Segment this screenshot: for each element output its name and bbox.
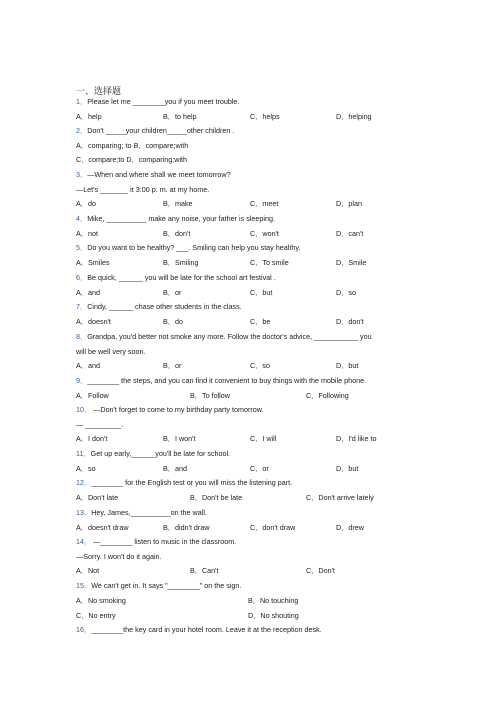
question-text: Cindy, ______ chase other students in the class.: [87, 302, 242, 311]
question-text: Don't _____your children_____other children .: [87, 126, 235, 135]
option-c[interactable]: C．Following: [306, 391, 349, 400]
option-d[interactable]: D．but: [336, 361, 359, 370]
option-b[interactable]: B．and: [163, 464, 187, 473]
option-c[interactable]: C．helps: [250, 112, 280, 121]
question-text: Hey, James,__________on the wall.: [91, 508, 207, 517]
option-c[interactable]: C．won't: [250, 229, 279, 238]
option-a[interactable]: A．I don't: [76, 434, 108, 443]
question-text: ________ for the English test or you will miss the listening part.: [91, 478, 293, 487]
option-b[interactable]: B．didn't draw: [163, 523, 210, 532]
option-a[interactable]: A．do: [76, 199, 96, 208]
question-number: 10．: [76, 405, 92, 414]
question-number: 6．: [76, 273, 88, 282]
option-c[interactable]: C．To smile: [250, 258, 289, 267]
option-c[interactable]: C．I will: [250, 434, 277, 443]
option-cd[interactable]: C．compare;to D．comparing;with: [76, 155, 188, 164]
option-a[interactable]: A．and: [76, 361, 100, 370]
question-8: [76, 332, 372, 342]
question-text: —When and where shall we meet tomorrow?: [87, 170, 231, 179]
question-15: [76, 581, 241, 591]
option-a[interactable]: A．doesn't draw: [76, 523, 129, 532]
option-c[interactable]: C．Don't: [306, 566, 335, 575]
option-d[interactable]: D．so: [336, 288, 356, 297]
option-a[interactable]: A．not: [76, 229, 98, 238]
question-number: 11．: [76, 449, 91, 458]
option-d[interactable]: D．can't: [336, 229, 364, 238]
question-number: 8．: [76, 332, 88, 341]
option-b[interactable]: B．don't: [163, 229, 191, 238]
question-11: [76, 449, 230, 459]
option-a[interactable]: A．Smiles: [76, 258, 110, 267]
option-b[interactable]: B．I won't: [163, 434, 196, 443]
question-number: 9．: [76, 376, 88, 385]
option-b[interactable]: B．Can't: [190, 566, 219, 575]
question-13: [76, 508, 207, 518]
question-10-line-2: — _________.: [76, 420, 124, 429]
option-a[interactable]: A．No smoking: [76, 596, 126, 605]
option-a[interactable]: A．so: [76, 464, 96, 473]
option-a[interactable]: A．Don't late: [76, 493, 119, 502]
question-number: 7．: [76, 302, 88, 311]
option-d[interactable]: D．plan: [336, 199, 362, 208]
question-text: We can't get in. It says "________" on the sign.: [91, 581, 242, 590]
question-number: 12．: [76, 478, 92, 487]
question-12: [76, 478, 292, 488]
option-ab[interactable]: A．comparing; to B．compare;with: [76, 141, 189, 150]
question-number: 16．: [76, 625, 92, 634]
question-6: [76, 273, 276, 283]
option-c[interactable]: C．be: [250, 317, 271, 326]
option-b[interactable]: B．make: [163, 199, 193, 208]
question-9: [76, 376, 366, 386]
question-number: 3．: [76, 170, 88, 179]
question-text: Be quick, ______ you will be late for the school art festival .: [87, 273, 276, 282]
option-b[interactable]: B．Smiling: [163, 258, 199, 267]
option-d[interactable]: D．don't: [336, 317, 364, 326]
question-text: Get up early,______you'll be late for school.: [90, 449, 231, 458]
question-text: Mike, __________ make any noise, your father is sleeping.: [87, 214, 275, 223]
option-b[interactable]: B．to help: [163, 112, 197, 121]
question-number: 1．: [76, 97, 88, 106]
option-d[interactable]: D．Smile: [336, 258, 367, 267]
option-d[interactable]: D．but: [336, 464, 359, 473]
option-b[interactable]: B．or: [163, 288, 182, 297]
question-3-line-2: —Let's _______ it 3:00 p. m. at my home.: [76, 185, 210, 194]
question-number: 5．: [76, 243, 88, 252]
question-8-line-2: will be well very soon.: [76, 347, 146, 356]
question-4: [76, 214, 275, 224]
option-c[interactable]: C．No entry: [76, 611, 116, 620]
option-c[interactable]: C．Don't arrive lately: [306, 493, 374, 502]
question-text: Grandpa, you'd better not smoke any more. Follow the doctor's advice, ___________ you: [87, 332, 372, 341]
question-3: [76, 170, 231, 180]
option-c[interactable]: C．or: [250, 464, 269, 473]
question-14: [76, 537, 236, 547]
question-10: [76, 405, 264, 415]
option-c[interactable]: C．meet: [250, 199, 279, 208]
question-text: —Don't forget to come to my birthday party tomorrow.: [91, 405, 264, 414]
option-a[interactable]: A．help: [76, 112, 102, 121]
option-b[interactable]: B．Don't be late: [190, 493, 243, 502]
question-number: 4．: [76, 214, 88, 223]
option-c[interactable]: C．but: [250, 288, 273, 297]
option-a[interactable]: A．Not: [76, 566, 100, 575]
option-d[interactable]: D．I'd like to: [336, 434, 377, 443]
question-text: Do you want to be healthy? ___. Smiling can help you stay healthy.: [87, 243, 301, 252]
option-b[interactable]: B．or: [163, 361, 182, 370]
option-d[interactable]: D．helping: [336, 112, 372, 121]
option-b[interactable]: B．do: [163, 317, 183, 326]
question-5: [76, 243, 300, 253]
question-7: [76, 302, 242, 312]
question-text: Please let me ________you if you meet trouble.: [87, 97, 240, 106]
option-a[interactable]: A．doesn't: [76, 317, 111, 326]
question-number: 14．: [76, 537, 92, 546]
question-1: [76, 97, 239, 107]
option-b[interactable]: B．No touching: [248, 596, 299, 605]
option-c[interactable]: C．don't draw: [250, 523, 296, 532]
question-number: 13．: [76, 508, 92, 517]
option-c[interactable]: C．so: [250, 361, 270, 370]
question-number: 15．: [76, 581, 92, 590]
option-b[interactable]: B．To follow: [190, 391, 230, 400]
option-a[interactable]: A．Follow: [76, 391, 109, 400]
question-number: 2．: [76, 126, 88, 135]
question-16: [76, 625, 322, 635]
question-2: [76, 126, 234, 136]
question-text: ________the key card in your hotel room. Leave it at the reception desk.: [91, 625, 322, 634]
option-d[interactable]: D．drew: [336, 523, 364, 532]
question-text: —________ listen to music in the classroom.: [91, 537, 237, 546]
option-d[interactable]: D．No shouting: [248, 611, 299, 620]
option-a[interactable]: A．and: [76, 288, 100, 297]
section-title: 一、选择题: [76, 86, 122, 96]
question-14-line-2: —Sorry. I won't do it again.: [76, 552, 162, 561]
question-text: ________ the steps, and you can find it convenient to buy things with the mobile phone.: [87, 376, 367, 385]
